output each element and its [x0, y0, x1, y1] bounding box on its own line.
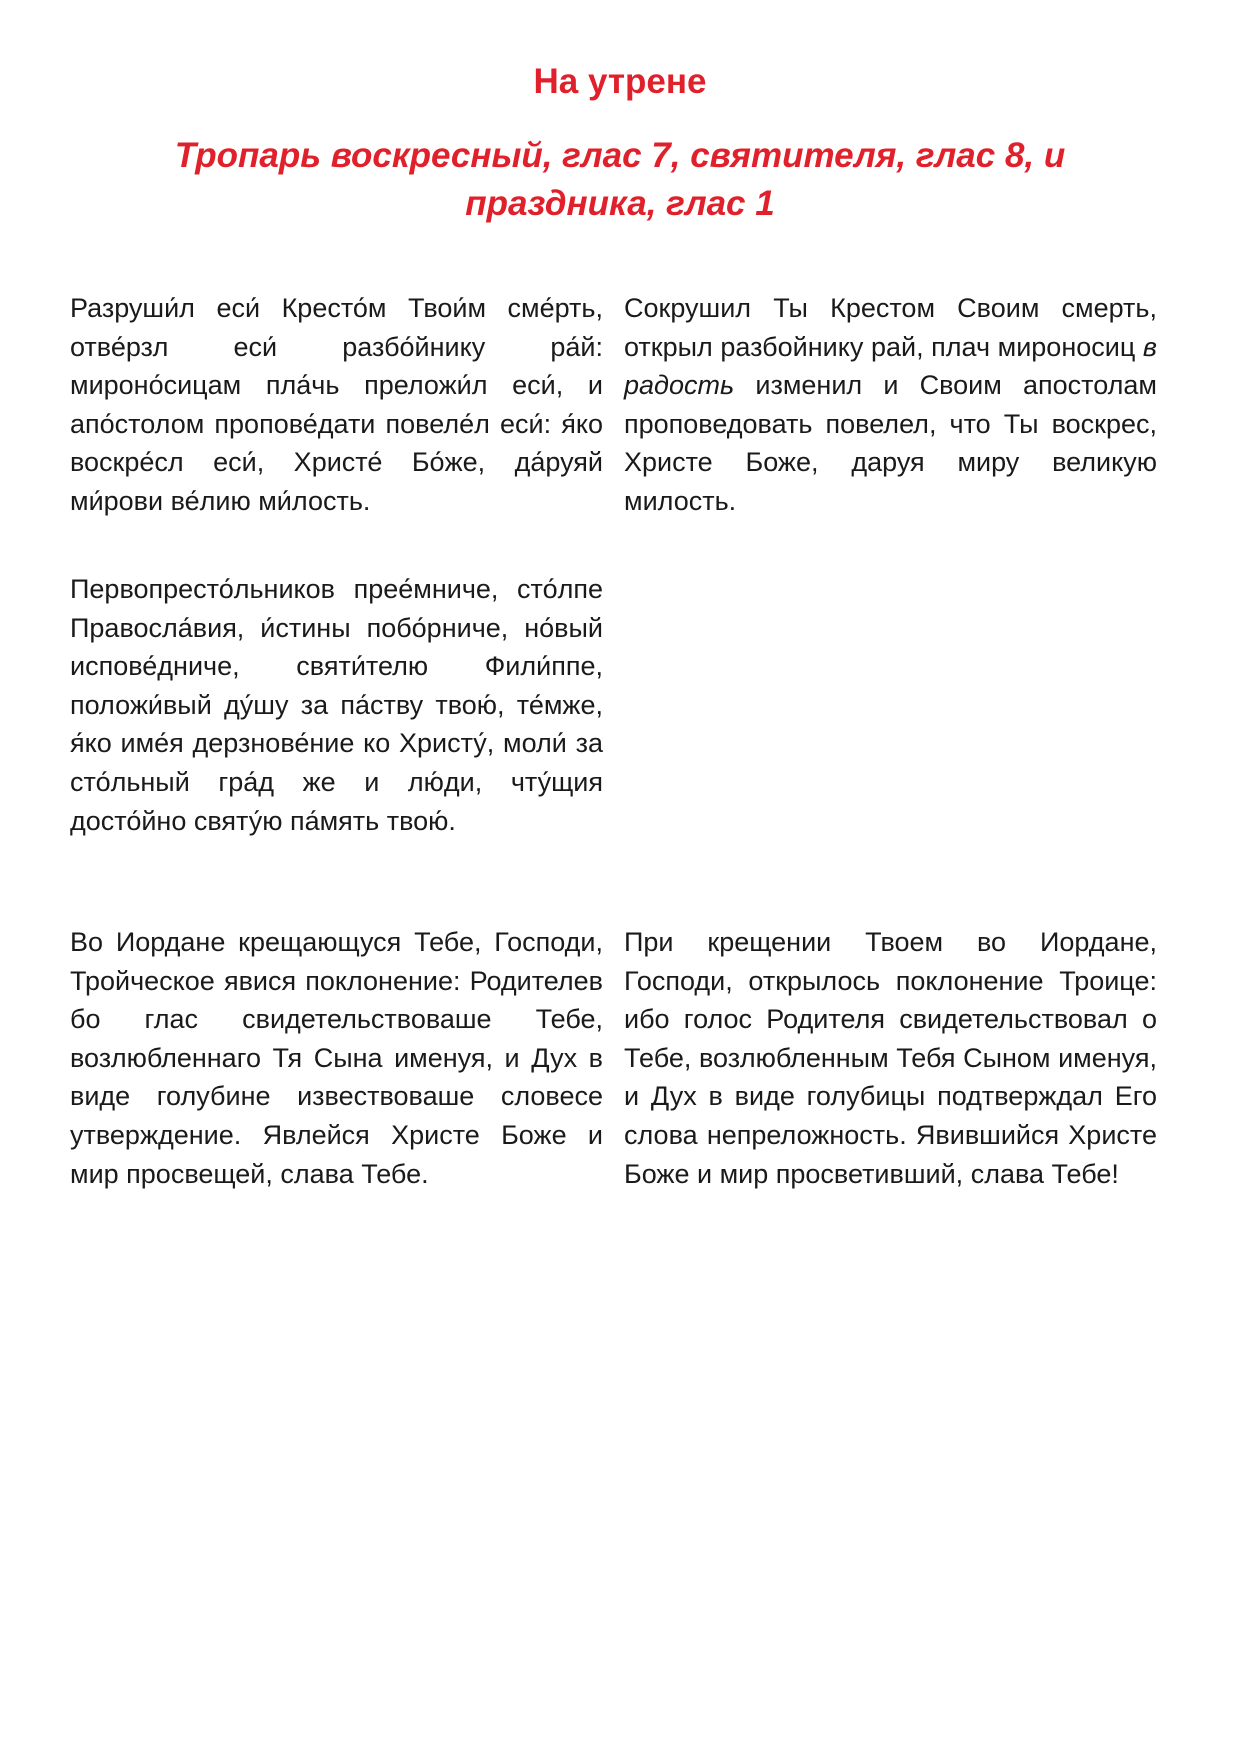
russian-text-part: изменил и Своим апостолам проповедовать повелел, что Ты воскрес, Христе Боже, даруя миру великую милость. [624, 370, 1157, 516]
page-title: На утрене [533, 62, 707, 101]
troparion-feast-slavonic: Во Иордане крещающуся Тебе, Господи, Тройческое явися поклонение: Родителев бо глас свидетельствоваше Тебе, возлюбленнаго Тя Сына именуя, и Дух в виде голубине извествоваше словесе утверждение. Явлейся Христе Боже и мир просвещей, слава Тебе. [70, 927, 603, 1189]
troparion-feast-russian: При крещении Твоем во Иордане, Господи, открылось поклонение Троице: ибо голос Родителя свидетельствовал о Тебе, возлюбленным Тебя Сыном именуя, и Дух в виде голубицы подтверждал Его слова непреложность. Явившийся Христе Боже и мир просветивший, слава Тебе! [624, 927, 1157, 1189]
troparion-saint-slavonic: Первопресто́льников прее́мниче, сто́лпе Правосла́вия, и́стины побо́рниче, но́вый испове́дниче, святи́телю Фили́ппе, положи́вый ду́шу за па́ству твою́, те́мже, я́ко име́я дерзнове́ние ко Христу́, моли́ за сто́льный гра́д же и лю́ди, чту́щия досто́йно святу́ю па́мять твою́. [70, 574, 603, 836]
troparion-resurrection-slavonic: Разруши́л еси́ Кресто́м Твои́м сме́рть, отве́рзл еси́ разбо́йнику ра́й: мироно́сицам пла́чь преложи́л еси́, и апо́столом пропове́дати повеле́л еси́: я́ко воскре́сл еси́, Христе́ Бо́же, да́руяй ми́рови ве́лию ми́лость. [70, 293, 603, 516]
russian-text-italic: в радость [624, 331, 1157, 401]
page-subtitle: Тропарь воскресный, глас 7, святителя, глас 8, и праздника, глас 1 [174, 136, 1066, 223]
russian-text-part: Сокрушил Ты Крестом Своим смерть, открыл разбойнику рай, плач мироносиц [624, 293, 1157, 362]
troparion-resurrection-russian [624, 289, 1157, 521]
